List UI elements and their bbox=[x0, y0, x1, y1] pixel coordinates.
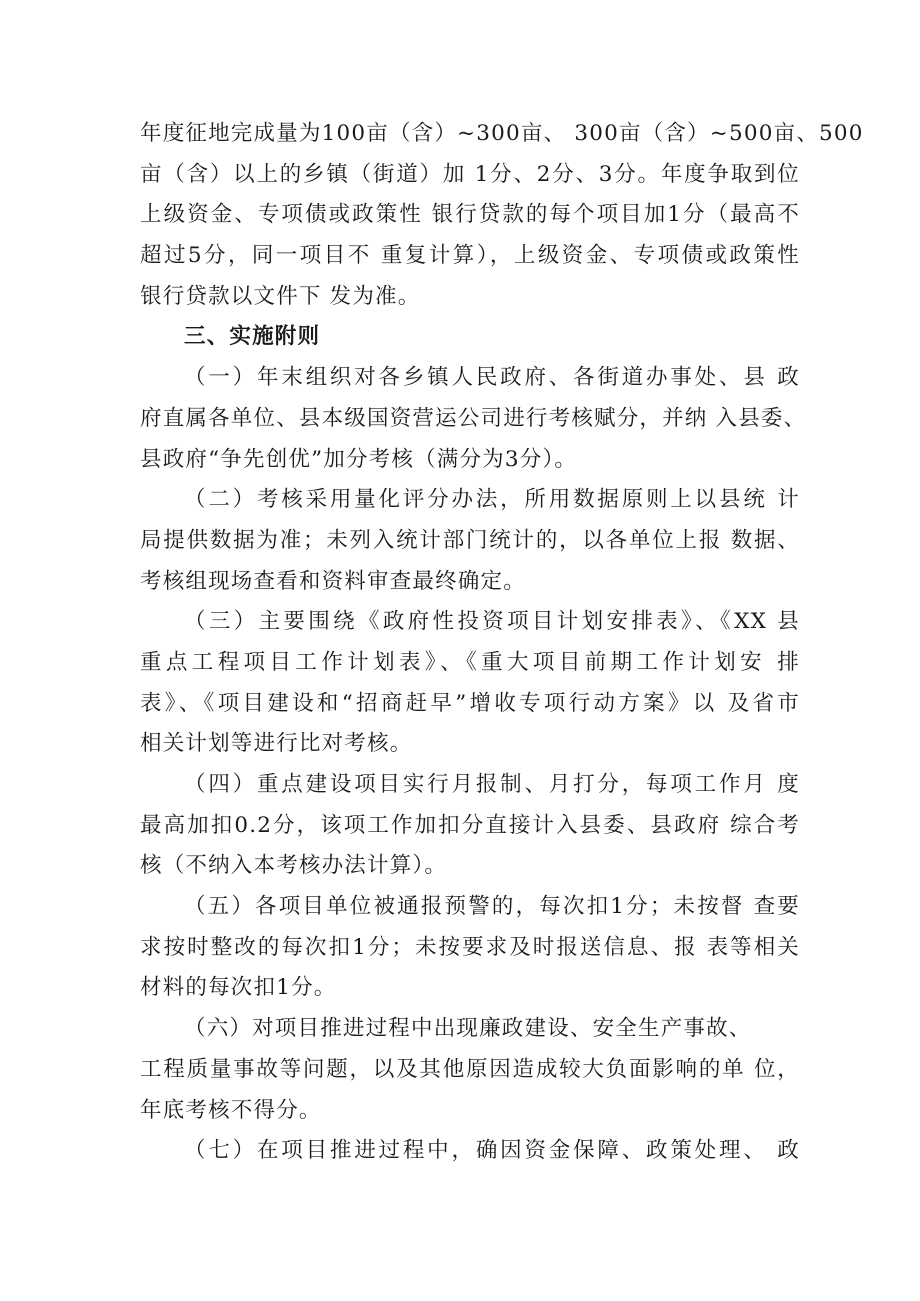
body-line: 府直属各单位、县本级国资营运公司进行考核赋分，并纳 入县委、 bbox=[140, 405, 807, 431]
body-line: 年底考核不得分。 bbox=[140, 1097, 322, 1123]
body-line: 相关计划等进行比对考核。 bbox=[140, 731, 413, 757]
paragraph-first-line: （三）主要围绕《政府性投资项目计划安排表》、《XX 县 bbox=[184, 609, 800, 635]
body-line: 年度征地完成量为100亩（含）~300亩、 300亩（含）~500亩、500 bbox=[140, 121, 864, 146]
body-line: 表》、《项目建设和“招商赶早”增收专项行动方案》以 及省市 bbox=[140, 690, 800, 716]
body-line: 超过5分，同一项目不 重复计算），上级资金、专项债或政策性 bbox=[140, 243, 800, 269]
body-line: 县政府“争先创优”加分考核（满分为3分）。 bbox=[140, 446, 578, 472]
body-line: 重点工程项目工作计划表》、《重大项目前期工作计划安 排 bbox=[140, 649, 800, 675]
document-body bbox=[140, 114, 864, 1172]
body-line: 亩（含）以上的乡镇（街道）加 1分、2分、3分。年度争取到位 bbox=[140, 161, 800, 187]
body-line: 考核组现场查看和资料审查最终确定。 bbox=[140, 568, 526, 594]
body-line: 材料的每次扣1分。 bbox=[140, 975, 337, 1001]
body-line: 核（不纳入本考核办法计算）。 bbox=[140, 853, 448, 879]
body-line: 上级资金、专项债或政策性 银行贷款的每个项目加1分（最高不 bbox=[140, 202, 800, 228]
paragraph-first-line: （七）在项目推进过程中，确因资金保障、政策处理、 政 bbox=[184, 1138, 800, 1164]
body-line: 局提供数据为准；未列入统计部门统计的，以各单位上报 数据、 bbox=[140, 527, 800, 553]
body-line: 求按时整改的每次扣1分；未按要求及时报送信息、报 表等相关 bbox=[140, 934, 800, 960]
paragraph-first-line: （一）年末组织对各乡镇人民政府、各街道办事处、县 政 bbox=[184, 365, 800, 391]
section-heading: 三、实施附则 bbox=[184, 324, 321, 350]
paragraph-first-line: （四）重点建设项目实行月报制、月打分，每项工作月 度 bbox=[184, 772, 800, 797]
body-line: 最高加扣0.2分，该项工作加扣分直接计入县委、县政府 综合考 bbox=[140, 812, 800, 838]
paragraph-first-line: （五）各项目单位被通报预警的，每次扣1分；未按督 查要 bbox=[184, 894, 800, 920]
body-line: 银行贷款以文件下 发为准。 bbox=[140, 283, 421, 309]
body-line: 工程质量事故等问题，以及其他原因造成较大负面影响的单 位， bbox=[140, 1056, 800, 1082]
paragraph-first-line: （二）考核采用量化评分办法，所用数据原则上以县统 计 bbox=[184, 487, 800, 513]
paragraph-first-line: （六）对项目推进过程中出现廉政建设、安全生产事故、 bbox=[184, 1016, 752, 1042]
